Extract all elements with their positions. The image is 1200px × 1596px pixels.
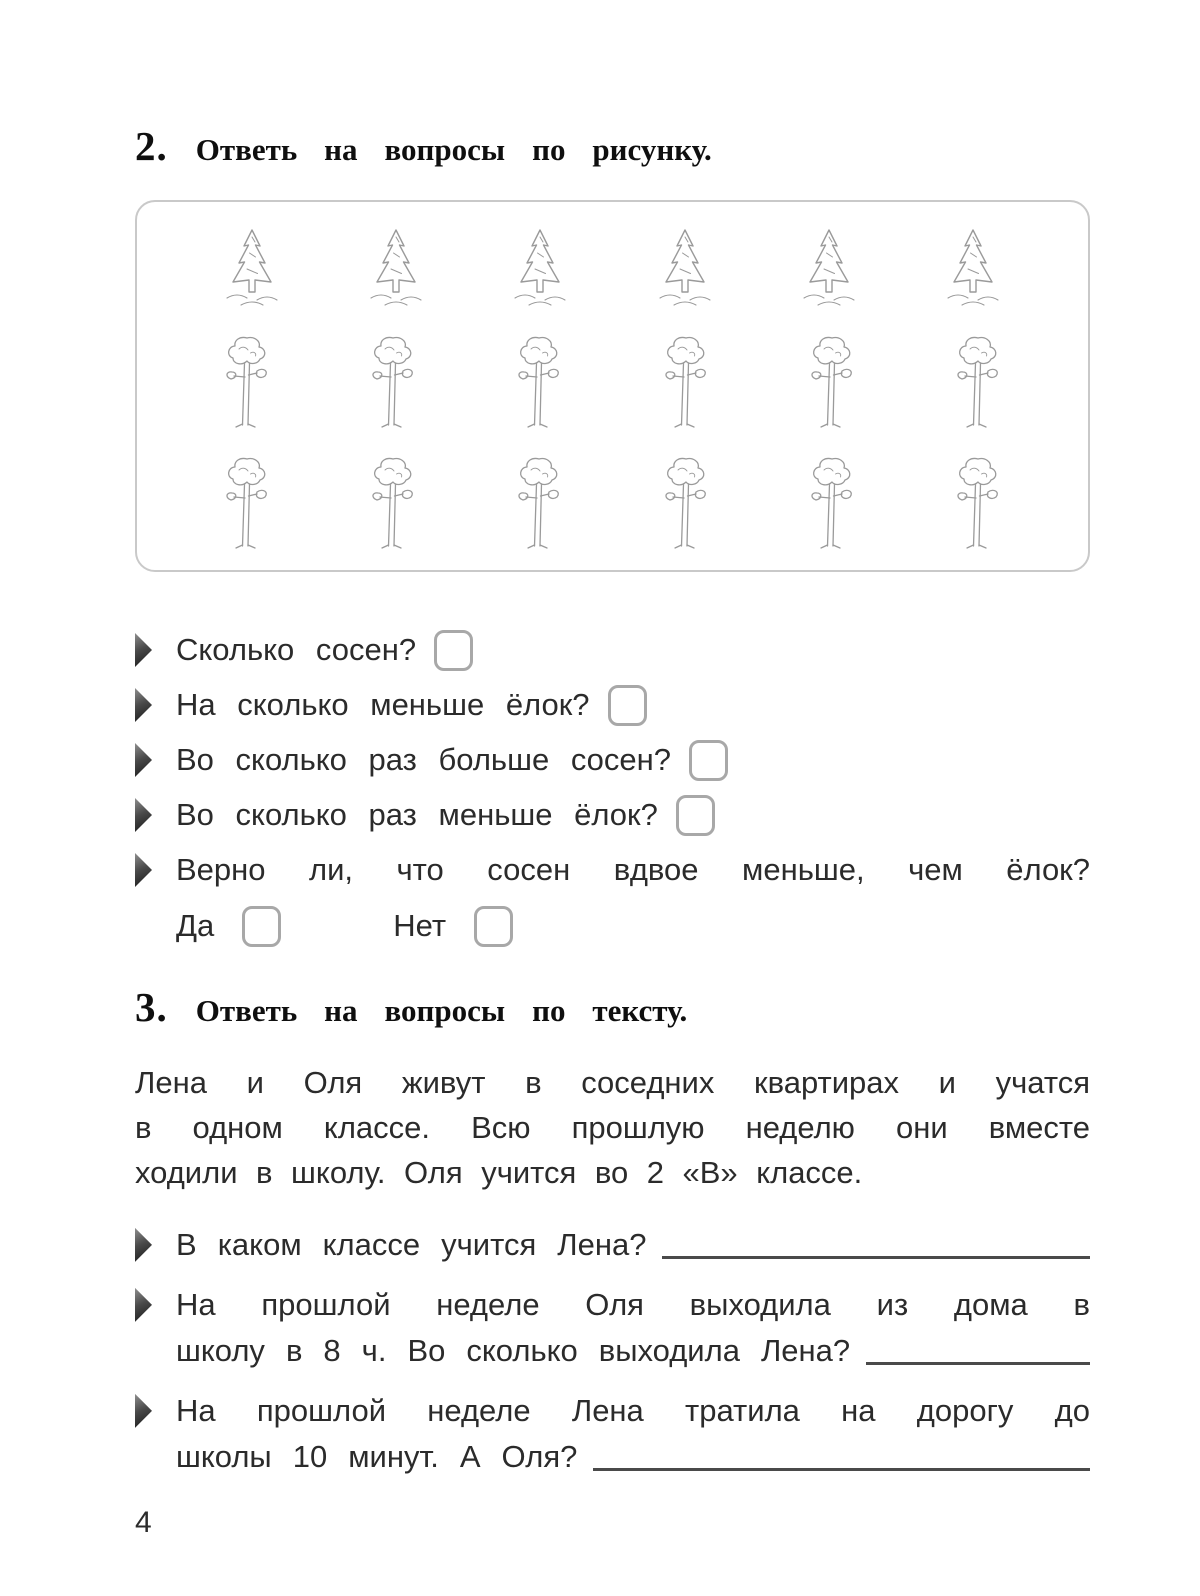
pine-tree <box>513 456 565 552</box>
picture-panel <box>135 200 1090 572</box>
pine-tree <box>952 456 1004 552</box>
pine-tree <box>660 335 712 431</box>
question-text: Верно ли, что сосен вдвое меньше, чем ёлок? <box>176 852 1090 888</box>
pine-tree <box>806 335 858 431</box>
question-text: школы 10 минут. А Оля? <box>176 1438 578 1474</box>
yes-answer-box[interactable] <box>242 906 281 947</box>
task3-paragraph <box>135 1061 1090 1196</box>
text-question-1 <box>135 1222 1090 1268</box>
pine-tree <box>221 335 273 431</box>
text-question-2 <box>135 1282 1090 1374</box>
fir-tree <box>654 226 716 310</box>
paragraph-line: в одном классе. Всю прошлую неделю они вместе <box>135 1109 1090 1145</box>
fir-tree <box>221 226 283 310</box>
bullet-arrow-icon <box>135 1394 152 1428</box>
pine-tree <box>806 456 858 552</box>
bullet-arrow-icon <box>135 633 152 667</box>
question-text: Сколько сосен? <box>176 632 417 668</box>
text-question-3 <box>135 1388 1090 1480</box>
bullet-arrow-icon <box>135 853 152 887</box>
fir-tree <box>798 226 860 310</box>
fir-tree-row <box>221 226 1004 310</box>
question-text: На сколько меньше ёлок? <box>176 687 590 723</box>
question-text: Во сколько раз меньше ёлок? <box>176 797 658 833</box>
bullet-arrow-icon <box>135 743 152 777</box>
bullet-arrow-icon <box>135 798 152 832</box>
answer-box[interactable] <box>434 630 473 671</box>
pine-tree-row-1 <box>221 335 1004 431</box>
question-text: В каком классе учится Лена? <box>176 1226 647 1262</box>
task2-title: Ответь на вопросы по рисунку. <box>195 132 712 167</box>
bullet-arrow-icon <box>135 1228 152 1262</box>
question-text: На прошлой неделе Лена тратила на дорогу до <box>176 1392 1090 1428</box>
question-row-4 <box>135 793 1090 837</box>
bullet-arrow-icon <box>135 688 152 722</box>
question-row-3 <box>135 738 1090 782</box>
fir-tree <box>509 226 571 310</box>
fir-tree <box>365 226 427 310</box>
answer-box[interactable] <box>689 740 728 781</box>
answer-box[interactable] <box>676 795 715 836</box>
pine-tree <box>367 456 419 552</box>
question-text: Во сколько раз больше сосен? <box>176 742 672 778</box>
task3-number: 3. <box>135 984 168 1030</box>
question-row-1 <box>135 628 1090 672</box>
no-answer-box[interactable] <box>474 906 513 947</box>
task2-heading <box>135 122 1090 170</box>
question-text: школу в 8 ч. Во сколько выходила Лена? <box>176 1332 851 1368</box>
answer-blank[interactable] <box>662 1256 1090 1259</box>
pine-tree <box>952 335 1004 431</box>
pine-tree <box>660 456 712 552</box>
no-label: Нет <box>393 908 447 944</box>
yes-label: Да <box>176 908 215 944</box>
fir-tree <box>942 226 1004 310</box>
yes-no-row <box>135 903 1090 949</box>
pine-tree <box>513 335 565 431</box>
answer-blank[interactable] <box>593 1468 1090 1471</box>
question-text: На прошлой неделе Оля выходила из дома в <box>176 1286 1090 1322</box>
paragraph-line: Лена и Оля живут в соседних квартирах и учатся <box>135 1065 1090 1100</box>
pine-tree <box>221 456 273 552</box>
question-row-5 <box>135 848 1090 892</box>
question-row-2 <box>135 683 1090 727</box>
answer-blank[interactable] <box>866 1362 1090 1365</box>
answer-box[interactable] <box>608 685 647 726</box>
pine-tree-row-2 <box>221 456 1004 552</box>
bullet-arrow-icon <box>135 1288 152 1322</box>
task3-heading <box>135 983 1090 1031</box>
task2-number: 2. <box>135 123 168 169</box>
paragraph-line: ходили в школу. Оля учится во 2 «В» классе. <box>135 1154 863 1190</box>
page-number: 4 <box>135 1505 152 1539</box>
task3-title: Ответь на вопросы по тексту. <box>195 993 688 1028</box>
pine-tree <box>367 335 419 431</box>
